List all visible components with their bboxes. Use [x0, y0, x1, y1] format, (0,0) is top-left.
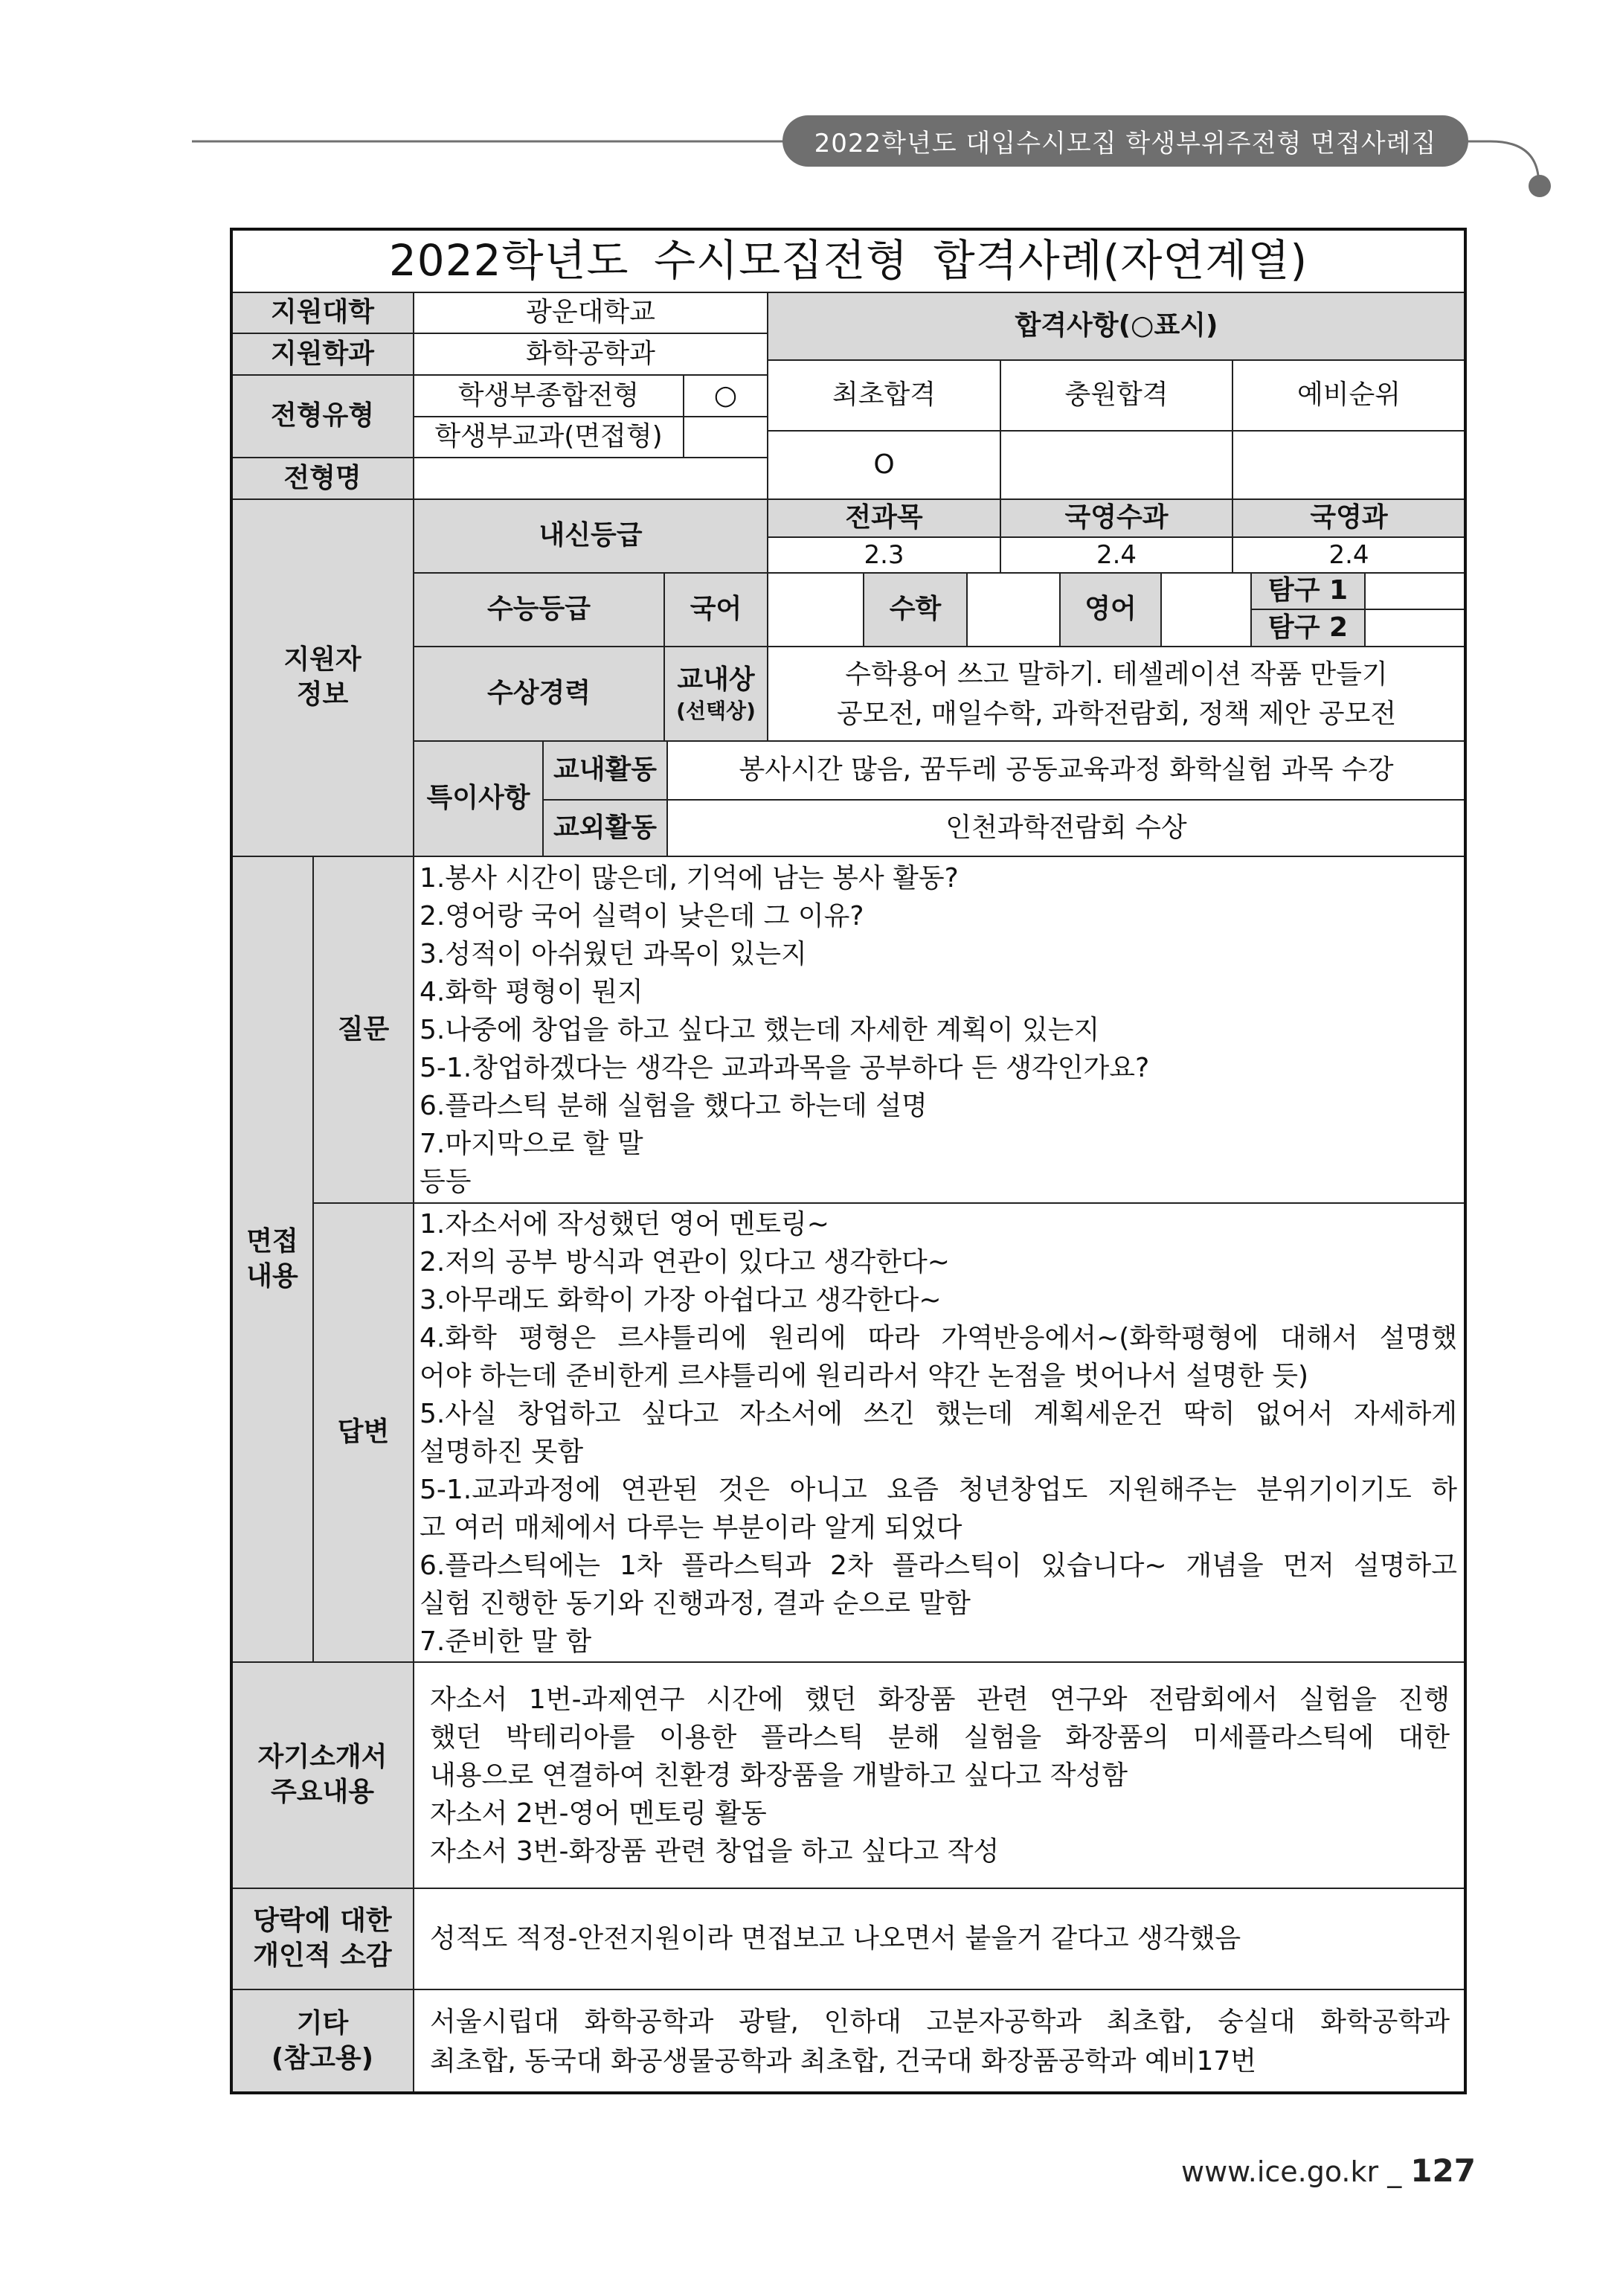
header-tab: 2022학년도 대입수시모집 학생부위주전형 면접사례집 [782, 115, 1468, 167]
department-value: 화학공학과 [413, 333, 768, 376]
result-mark [1000, 430, 1233, 500]
others-label-line: (참고용) [271, 2042, 374, 2074]
in-school-label: 교내활동 [542, 740, 668, 801]
interview-label-line: 내용 [246, 1260, 298, 1292]
answer-line: 2.저의 공부 방식과 연관이 있다고 생각한다~ [420, 1247, 950, 1277]
question-line: 1.봉사 시간이 많은데, 기억에 남는 봉사 활동? [420, 863, 959, 894]
school-grade-value: 2.4 [1000, 536, 1233, 574]
questions-content [413, 856, 1466, 1204]
result-mark: O [767, 430, 1001, 500]
question-line: 2.영어랑 국어 실력이 낮은데 그 이유? [420, 901, 864, 931]
school-grade-value: 2.4 [1232, 536, 1466, 574]
impression-label-line: 개인적 소감 [253, 1940, 392, 1971]
csat-math-value [966, 572, 1061, 647]
awards-label: 수상경력 [413, 646, 665, 742]
school-grade-label: 내신등급 [413, 498, 768, 574]
question-line: 5-1.창업하겠다는 생각은 교과과목을 공부하다 든 생각인가요? [420, 1053, 1150, 1083]
csat-korean-label: 국어 [663, 572, 768, 647]
answers-content [413, 1202, 1466, 1663]
answer-line: 7.준비한 말 함 [420, 1626, 592, 1657]
csat-korean-value [767, 572, 864, 647]
self-intro-line: 자소서 1번-과제연구 시간에 했던 화장품 관련 연구와 전람회에서 실험을 진행 [430, 1684, 1450, 1715]
csat-inquiry-value [1364, 572, 1466, 610]
university-value: 광운대학교 [413, 292, 768, 334]
question-line: 5.나중에 창업을 하고 싶다고 했는데 자세한 계획이 있는지 [420, 1015, 1100, 1045]
awards-line: 공모전, 매일수학, 과학전람회, 정책 제안 공모전 [836, 698, 1397, 729]
csat-math-label: 수학 [863, 572, 968, 647]
admission-type-label: 전형유형 [231, 374, 414, 458]
others-content [413, 1989, 1466, 2094]
answer-line: 1.자소서에 작성했던 영어 멘토링~ [420, 1209, 829, 1240]
awards-sub-label [663, 646, 768, 742]
csat-english-label: 영어 [1059, 572, 1162, 647]
others-line: 서울시립대 화학공학과 광탈, 인하대 고분자공학과 최초합, 숭실대 화학공학과 [430, 2006, 1450, 2037]
answer-line: 어야 하는데 준비한게 르샤틀리에 원리라서 약간 논점을 벗어나서 설명한 듯) [420, 1361, 1309, 1391]
awards-sub-label-text: 교내상 [677, 664, 755, 695]
csat-english-value [1160, 572, 1252, 647]
special-notes-label: 특이사항 [413, 740, 544, 857]
admission-name-label: 전형명 [231, 457, 414, 500]
self-intro-label-line: 주요내용 [270, 1777, 375, 1807]
self-intro-label-line: 자기소개서 [257, 1742, 388, 1773]
others-label-line: 기타 [296, 2007, 349, 2039]
csat-inquiry-value [1364, 609, 1466, 647]
impression-label [231, 1888, 414, 1990]
applicant-info-label [231, 498, 414, 857]
self-intro-line: 내용으로 연결하여 친환경 화장품을 개발하고 싶다고 작성함 [430, 1760, 1128, 1791]
answer-line: 실험 진행한 동기와 진행과정, 결과 순으로 말함 [420, 1588, 971, 1619]
applicant-info-label-line: 정보 [296, 679, 349, 710]
answer-line: 3.아무래도 화학이 가장 아쉽다고 생각한다~ [420, 1285, 942, 1315]
out-school-label: 교외활동 [542, 799, 668, 857]
impression-value: 성적도 적정-안전지원이라 면접보고 나오면서 붙을거 같다고 생각했음 [413, 1888, 1466, 1990]
header-dot-icon [1529, 175, 1551, 197]
out-school-value: 인천과학전람회 수상 [666, 799, 1466, 857]
question-line: 7.마지막으로 할 말 [420, 1129, 643, 1159]
admission-type-mark [683, 416, 768, 458]
admission-type-option: 학생부교과(면접형) [413, 416, 684, 458]
awards-line: 수학용어 쓰고 말하기. 테셀레이션 작품 만들기 [845, 658, 1388, 690]
university-label: 지원대학 [231, 292, 414, 334]
self-intro-label [231, 1661, 414, 1889]
question-line: 등등 [420, 1167, 472, 1197]
answer-line: 4.화학 평형은 르샤틀리에 원리에 따라 가역반응에서~(화학평형에 대해서 설명했 [420, 1323, 1457, 1353]
interview-label [231, 856, 314, 1663]
question-line: 3.성적이 아쉬웠던 과목이 있는지 [420, 939, 807, 969]
csat-grade-label: 수능등급 [413, 572, 665, 647]
answer-line: 5.사실 창업하고 싶다고 자소서에 쓰긴 했는데 계획세운건 딱히 없어서 자세하게 [420, 1399, 1457, 1429]
self-intro-line: 자소서 2번-영어 멘토링 활동 [430, 1798, 767, 1829]
self-intro-line: 자소서 3번-화장품 관련 창업을 하고 싶다고 작성 [430, 1835, 1000, 1867]
admission-type-option: 학생부종합전형 [413, 374, 684, 417]
result-header: 합격사항(○표시) [767, 292, 1466, 361]
answer-line: 고 여러 매체에서 다루는 부분이라 알게 되었다 [420, 1513, 962, 1543]
csat-inquiry-label: 탐구 2 [1250, 609, 1366, 647]
question-line: 6.플라스틱 분해 실험을 했다고 하는데 설명 [420, 1091, 928, 1121]
header-rule [0, 0, 1623, 223]
school-grade-column: 국영과 [1232, 498, 1466, 538]
questions-label: 질문 [312, 856, 414, 1204]
result-column-label: 최초합격 [767, 359, 1001, 432]
school-grade-value: 2.3 [767, 536, 1001, 574]
self-intro-content [413, 1661, 1466, 1889]
result-column-label: 예비순위 [1232, 359, 1466, 432]
answers-label: 답변 [312, 1202, 414, 1663]
impression-label-line: 당락에 대한 [253, 1905, 392, 1937]
answer-line: 5-1.교과과정에 연관된 것은 아니고 요즘 청년창업도 지원해주는 분위기이기도 하 [420, 1475, 1457, 1505]
footer-site: www.ice.go.kr [1180, 2155, 1379, 2188]
interview-label-line: 면접 [246, 1225, 298, 1257]
in-school-value: 봉사시간 많음, 꿈두레 공동교육과정 화학실험 과목 수강 [666, 740, 1466, 801]
others-line: 최초합, 동국대 화공생물공학과 최초합, 건국대 화장품공학과 예비17번 [430, 2045, 1257, 2077]
footer-separator: _ [1387, 2155, 1402, 2188]
result-column-label: 충원합격 [1000, 359, 1233, 432]
awards-sub-note: (선택상) [676, 698, 756, 723]
question-line: 4.화학 평형이 뭔지 [420, 977, 643, 1007]
table-title: 2022학년도 수시모집전형 합격사례(자연계열) [231, 228, 1466, 293]
admission-name-value [413, 457, 768, 500]
result-mark [1232, 430, 1466, 500]
csat-inquiry-label: 탐구 1 [1250, 572, 1366, 610]
self-intro-line: 했던 박테리아를 이용한 플라스틱 분해 실험을 화장품의 미세플라스틱에 대한 [430, 1722, 1450, 1753]
answer-line: 6.플라스틱에는 1차 플라스틱과 2차 플라스틱이 있습니다~ 개념을 먼저 설명하고 [420, 1551, 1457, 1581]
school-grade-column: 전과목 [767, 498, 1001, 538]
page-number: 127 [1410, 2152, 1476, 2189]
others-label [231, 1989, 414, 2094]
footer [1181, 2152, 1476, 2189]
awards-content [767, 646, 1466, 742]
admission-type-mark: ○ [683, 374, 768, 417]
answer-line: 설명하진 못함 [420, 1437, 584, 1467]
school-grade-column: 국영수과 [1000, 498, 1233, 538]
department-label: 지원학과 [231, 333, 414, 376]
applicant-info-label-line: 지원자 [283, 644, 361, 676]
